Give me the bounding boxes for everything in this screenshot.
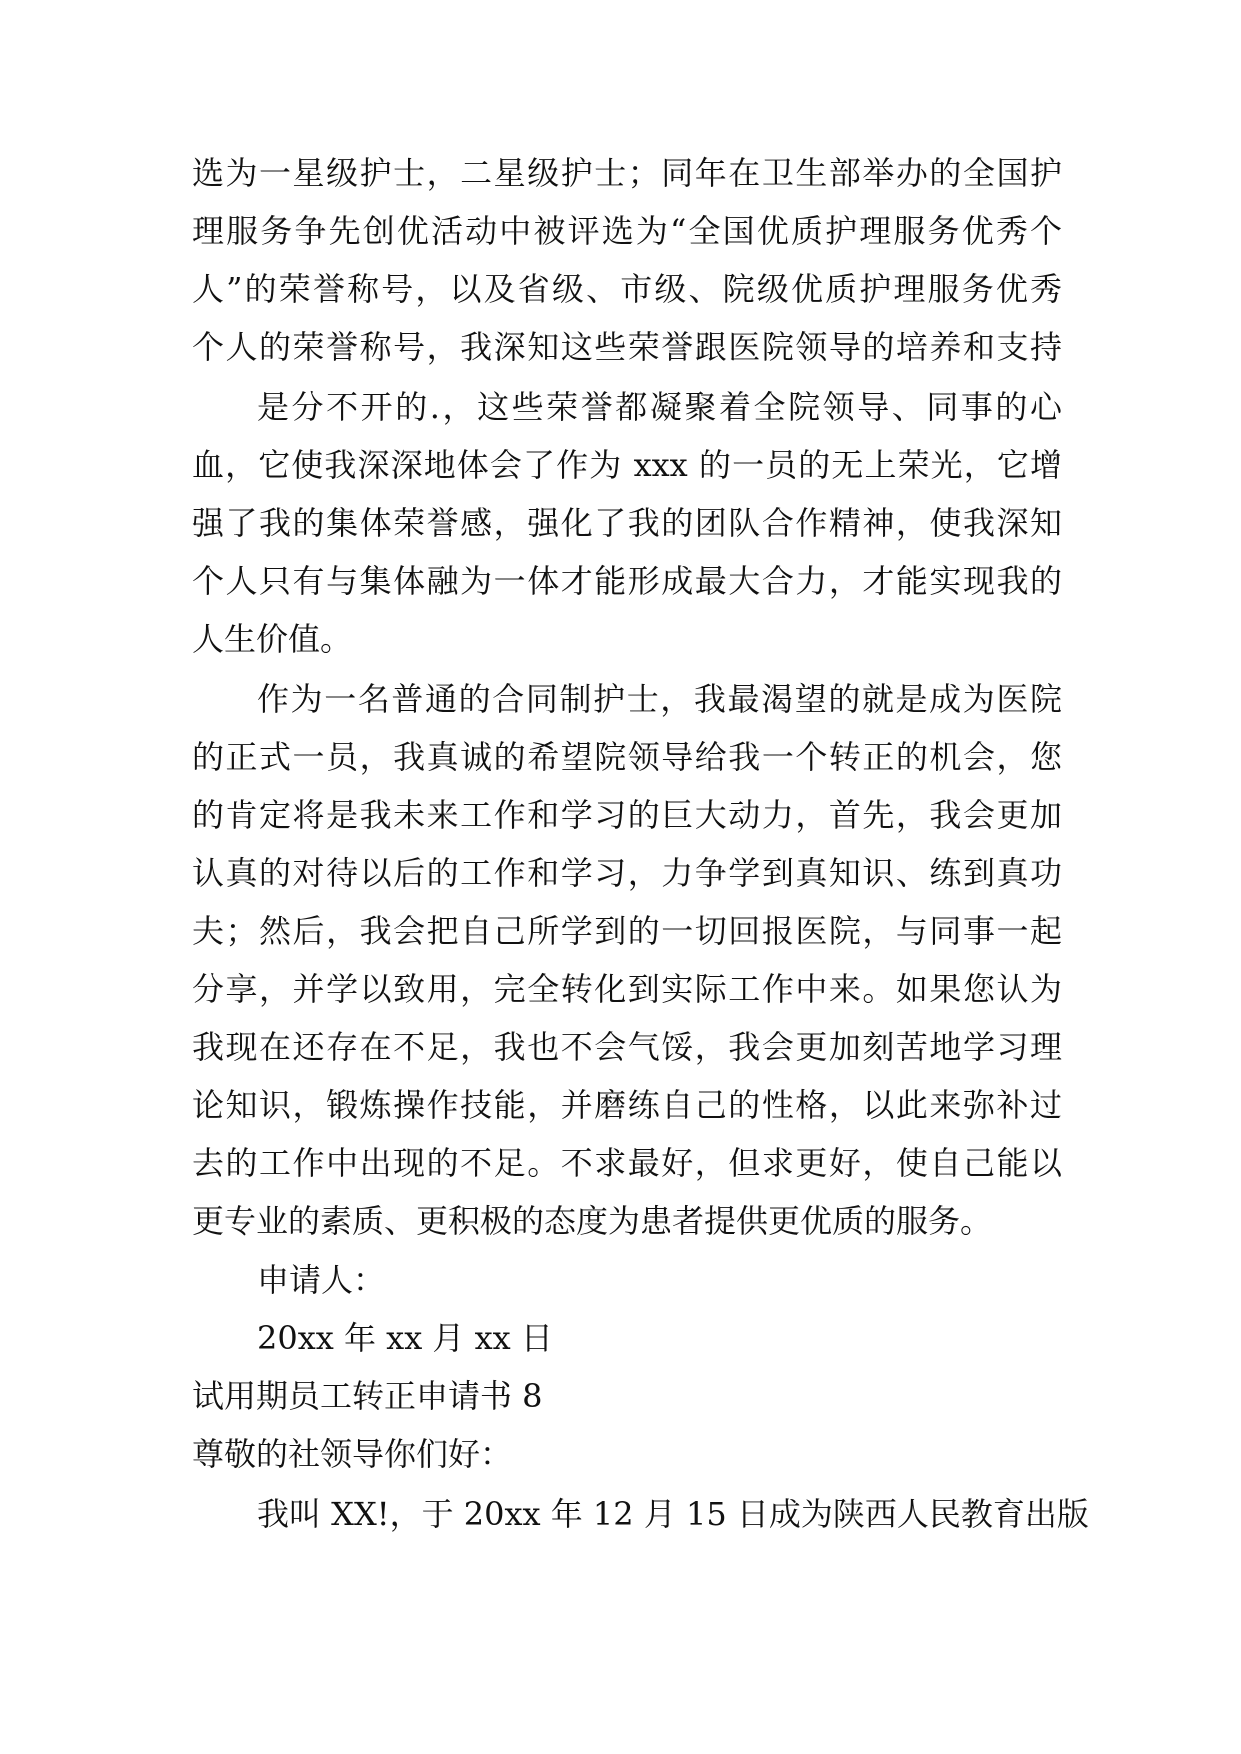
text-line: 认真的对待以后的工作和学习，力争学到真知识、练到真功 — [192, 854, 1062, 892]
signature-label: 申请人： — [257, 1261, 386, 1299]
text-line: 血，它使我深深地体会了作为 xxx 的一员的无上荣光，它增 — [192, 446, 1062, 484]
text-line: 选为一星级护士，二星级护士；同年在卫生部举办的全国护 — [192, 154, 1062, 192]
text-line: 去的工作中出现的不足。不求最好，但求更好，使自己能以 — [192, 1144, 1062, 1182]
text-line: 的正式一员，我真诚的希望院领导给我一个转正的机会，您 — [192, 738, 1062, 776]
text-line: 更专业的素质、更积极的态度为患者提供更优质的服务。 — [192, 1202, 993, 1240]
text-line: 理服务争先创优活动中被评选为“全国优质护理服务优秀个 — [192, 212, 1062, 250]
text-line: 作为一名普通的合同制护士，我最渴望的就是成为医院 — [257, 680, 1062, 718]
section-title: 试用期员工转正申请书 8 — [192, 1377, 543, 1415]
text-line: 我现在还存在不足，我也不会气馁，我会更加刻苦地学习理 — [192, 1028, 1062, 1066]
text-line: 分享，并学以致用，完全转化到实际工作中来。如果您认为 — [192, 970, 1062, 1008]
text-line: 的肯定将是我未来工作和学习的巨大动力，首先，我会更加 — [192, 796, 1062, 834]
salutation: 尊敬的社领导你们好： — [192, 1435, 513, 1473]
text-line: 个人的荣誉称号，我深知这些荣誉跟医院领导的培养和支持 — [192, 328, 1062, 366]
text-line: 人”的荣誉称号，以及省级、市级、院级优质护理服务优秀 — [192, 270, 1062, 308]
text-line: 强了我的集体荣誉感，强化了我的团队合作精神，使我深知 — [192, 504, 1062, 542]
text-line: 我叫 XX!，于 20xx 年 12 月 15 日成为陕西人民教育出版 — [257, 1495, 1089, 1533]
text-line: 人生价值。 — [192, 620, 353, 658]
text-line: 论知识，锻炼操作技能，并磨练自己的性格，以此来弥补过 — [192, 1086, 1062, 1124]
date-line: 20xx 年 xx 月 xx 日 — [257, 1319, 553, 1357]
text-line: 是分不开的.，这些荣誉都凝聚着全院领导、同事的心 — [257, 388, 1062, 426]
text-line: 夫；然后，我会把自己所学到的一切回报医院，与同事一起 — [192, 912, 1062, 950]
text-line: 个人只有与集体融为一体才能形成最大合力，才能实现我的 — [192, 562, 1062, 600]
